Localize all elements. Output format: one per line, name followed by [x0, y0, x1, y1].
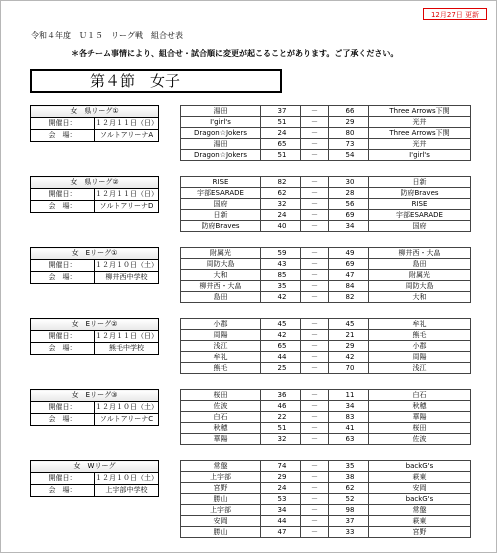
away-team: backG's — [369, 461, 471, 472]
score-dash: － — [301, 221, 329, 232]
away-score: 82 — [329, 292, 369, 303]
away-score: 80 — [329, 128, 369, 139]
away-score: 66 — [329, 106, 369, 117]
score-dash: － — [301, 483, 329, 494]
score-dash: － — [301, 341, 329, 352]
home-team: 秋穂 — [181, 423, 261, 434]
game-row — [181, 259, 471, 270]
game-row — [181, 494, 471, 505]
home-team: 桜田 — [181, 390, 261, 401]
home-score: 59 — [261, 248, 301, 259]
home-team: 上宇部 — [181, 505, 261, 516]
game-row — [181, 106, 471, 117]
home-score: 65 — [261, 139, 301, 150]
away-team: 小郡 — [369, 341, 471, 352]
venue-label: 会 場： — [31, 485, 95, 497]
home-team: 島田 — [181, 292, 261, 303]
away-score: 34 — [329, 401, 369, 412]
venue-label: 会 場： — [31, 343, 95, 355]
league-date: １２月１０日（土） — [95, 402, 159, 414]
score-dash: － — [301, 319, 329, 330]
game-row — [181, 319, 471, 330]
date-label: 開催日： — [31, 473, 95, 485]
away-score: 28 — [329, 188, 369, 199]
score-dash: － — [301, 199, 329, 210]
home-team: 華陽 — [181, 434, 261, 445]
home-score: 40 — [261, 221, 301, 232]
away-score: 69 — [329, 259, 369, 270]
game-row — [181, 527, 471, 538]
score-dash: － — [301, 139, 329, 150]
score-dash: － — [301, 472, 329, 483]
home-team: 浅江 — [181, 341, 261, 352]
league-venue: 上宇部中学校 — [95, 485, 159, 497]
away-team: 萩東 — [369, 516, 471, 527]
league-info — [30, 460, 159, 497]
league-name: 女 Wリーグ — [31, 461, 159, 473]
away-score: 70 — [329, 363, 369, 374]
away-team: backG's — [369, 494, 471, 505]
home-team: 勝山 — [181, 494, 261, 505]
away-team: Three Arrows下関 — [369, 106, 471, 117]
game-row — [181, 139, 471, 150]
date-label: 開催日： — [31, 260, 95, 272]
score-dash: － — [301, 390, 329, 401]
home-team: 周陽 — [181, 330, 261, 341]
home-score: 51 — [261, 117, 301, 128]
game-row — [181, 423, 471, 434]
home-team: Dragon☆Jokers — [181, 150, 261, 161]
home-team: 国府 — [181, 199, 261, 210]
away-score: 11 — [329, 390, 369, 401]
home-team: 宇部ESARADE — [181, 188, 261, 199]
game-table — [180, 247, 471, 303]
game-row — [181, 270, 471, 281]
score-dash: － — [301, 423, 329, 434]
score-dash: － — [301, 281, 329, 292]
game-row — [181, 516, 471, 527]
league-venue: 熊毛中学校 — [95, 343, 159, 355]
updated-badge: 12月27日 更新 — [423, 8, 487, 20]
home-team: 小郡 — [181, 319, 261, 330]
away-team: 秋穂 — [369, 401, 471, 412]
venue-label: 会 場： — [31, 201, 95, 213]
score-dash: － — [301, 412, 329, 423]
venue-label: 会 場： — [31, 414, 95, 426]
home-score: 34 — [261, 505, 301, 516]
game-row — [181, 412, 471, 423]
home-team: 白石 — [181, 412, 261, 423]
page-heading: 令和４年度 Ｕ１５ リーグ戦 組合せ表 — [31, 31, 183, 40]
notice-text: ＊各チーム事情により、組合せ・試合順に変更が起こることがあります。ご了承ください。 — [71, 49, 399, 58]
away-team: 島田 — [369, 259, 471, 270]
home-score: 42 — [261, 292, 301, 303]
away-team: 牟礼 — [369, 319, 471, 330]
away-team: RISE — [369, 199, 471, 210]
away-team: 光井 — [369, 117, 471, 128]
away-team: 常盤 — [369, 505, 471, 516]
score-dash: － — [301, 434, 329, 445]
away-score: 30 — [329, 177, 369, 188]
away-score: 38 — [329, 472, 369, 483]
home-team: 熊毛 — [181, 363, 261, 374]
league-name: 女 Eリーグ① — [31, 248, 159, 260]
score-dash: － — [301, 292, 329, 303]
score-dash: － — [301, 401, 329, 412]
league-info — [30, 389, 159, 426]
home-score: 62 — [261, 188, 301, 199]
home-score: 82 — [261, 177, 301, 188]
home-team: 大和 — [181, 270, 261, 281]
home-team: 湯田 — [181, 106, 261, 117]
home-team: RISE — [181, 177, 261, 188]
away-score: 56 — [329, 199, 369, 210]
away-team: 佐波 — [369, 434, 471, 445]
score-dash: － — [301, 210, 329, 221]
home-score: 32 — [261, 434, 301, 445]
away-team: 宇部ESARADE — [369, 210, 471, 221]
home-score: 51 — [261, 150, 301, 161]
away-score: 33 — [329, 527, 369, 538]
away-team: 白石 — [369, 390, 471, 401]
away-team: 日新 — [369, 177, 471, 188]
away-score: 45 — [329, 319, 369, 330]
home-team: 宮野 — [181, 483, 261, 494]
game-row — [181, 401, 471, 412]
away-score: 52 — [329, 494, 369, 505]
game-row — [181, 483, 471, 494]
league-name: 女 県リーグ② — [31, 177, 159, 189]
away-score: 37 — [329, 516, 369, 527]
venue-label: 会 場： — [31, 130, 95, 142]
game-row — [181, 461, 471, 472]
score-dash: － — [301, 363, 329, 374]
home-score: 65 — [261, 341, 301, 352]
score-dash: － — [301, 106, 329, 117]
league-date: １２月１１日（日） — [95, 189, 159, 201]
away-team: 光井 — [369, 139, 471, 150]
away-score: 98 — [329, 505, 369, 516]
away-score: 29 — [329, 341, 369, 352]
score-dash: － — [301, 117, 329, 128]
game-row — [181, 505, 471, 516]
game-table — [180, 176, 471, 232]
home-score: 44 — [261, 352, 301, 363]
away-score: 47 — [329, 270, 369, 281]
away-score: 54 — [329, 150, 369, 161]
league-name: 女 Eリーグ③ — [31, 390, 159, 402]
score-dash: － — [301, 259, 329, 270]
score-dash: － — [301, 352, 329, 363]
home-score: 24 — [261, 210, 301, 221]
game-table — [180, 318, 471, 374]
game-row — [181, 188, 471, 199]
score-dash: － — [301, 516, 329, 527]
game-row — [181, 472, 471, 483]
away-score: 73 — [329, 139, 369, 150]
game-row — [181, 363, 471, 374]
league-name: 女 県リーグ① — [31, 106, 159, 118]
home-team: I'girl's — [181, 117, 261, 128]
home-team: Dragon☆Jokers — [181, 128, 261, 139]
home-team: 湯田 — [181, 139, 261, 150]
home-score: 24 — [261, 128, 301, 139]
home-team: 防府Braves — [181, 221, 261, 232]
game-row — [181, 434, 471, 445]
home-team: 牟礼 — [181, 352, 261, 363]
score-dash: － — [301, 150, 329, 161]
home-score: 25 — [261, 363, 301, 374]
game-row — [181, 292, 471, 303]
score-dash: － — [301, 270, 329, 281]
game-row — [181, 199, 471, 210]
away-team: 柳井西・大畠 — [369, 248, 471, 259]
home-team: 佐波 — [181, 401, 261, 412]
away-team: 萩東 — [369, 472, 471, 483]
home-team: 勝山 — [181, 527, 261, 538]
away-team: 附属光 — [369, 270, 471, 281]
away-score: 63 — [329, 434, 369, 445]
away-team: 桜田 — [369, 423, 471, 434]
score-dash: － — [301, 177, 329, 188]
away-score: 29 — [329, 117, 369, 128]
home-team: 柳井西・大畠 — [181, 281, 261, 292]
away-score: 62 — [329, 483, 369, 494]
score-dash: － — [301, 494, 329, 505]
home-team: 周防大島 — [181, 259, 261, 270]
away-team: 安岡 — [369, 483, 471, 494]
date-label: 開催日： — [31, 189, 95, 201]
league-name: 女 Eリーグ② — [31, 319, 159, 331]
date-label: 開催日： — [31, 118, 95, 130]
home-score: 22 — [261, 412, 301, 423]
game-row — [181, 248, 471, 259]
date-label: 開催日： — [31, 402, 95, 414]
away-team: 宮野 — [369, 527, 471, 538]
home-score: 46 — [261, 401, 301, 412]
home-score: 36 — [261, 390, 301, 401]
away-team: Three Arrows下関 — [369, 128, 471, 139]
away-team: 熊毛 — [369, 330, 471, 341]
home-score: 47 — [261, 527, 301, 538]
date-label: 開催日： — [31, 331, 95, 343]
game-table — [180, 460, 471, 538]
home-score: 42 — [261, 330, 301, 341]
score-dash: － — [301, 128, 329, 139]
home-score: 44 — [261, 516, 301, 527]
score-dash: － — [301, 461, 329, 472]
away-team: 周陽 — [369, 352, 471, 363]
league-venue: ソルトアリーナC — [95, 414, 159, 426]
away-team: 大和 — [369, 292, 471, 303]
away-score: 41 — [329, 423, 369, 434]
away-team: 浅江 — [369, 363, 471, 374]
home-team: 附属光 — [181, 248, 261, 259]
away-score: 49 — [329, 248, 369, 259]
home-team: 常盤 — [181, 461, 261, 472]
game-row — [181, 177, 471, 188]
venue-label: 会 場： — [31, 272, 95, 284]
league-info — [30, 105, 159, 142]
game-row — [181, 341, 471, 352]
league-date: １２月１０日（土） — [95, 473, 159, 485]
score-dash: － — [301, 248, 329, 259]
league-date: １２月１１日（日） — [95, 118, 159, 130]
away-score: 84 — [329, 281, 369, 292]
score-dash: － — [301, 527, 329, 538]
away-team: 国府 — [369, 221, 471, 232]
section-title: 第４節 女子 — [30, 69, 282, 93]
game-row — [181, 128, 471, 139]
league-info — [30, 318, 159, 355]
game-row — [181, 352, 471, 363]
home-team: 上宇部 — [181, 472, 261, 483]
home-score: 45 — [261, 319, 301, 330]
game-table — [180, 105, 471, 161]
home-score: 51 — [261, 423, 301, 434]
away-team: I'girl's — [369, 150, 471, 161]
game-row — [181, 117, 471, 128]
away-score: 21 — [329, 330, 369, 341]
away-team: 防府Braves — [369, 188, 471, 199]
game-row — [181, 221, 471, 232]
score-dash: － — [301, 330, 329, 341]
away-score: 34 — [329, 221, 369, 232]
home-score: 37 — [261, 106, 301, 117]
home-score: 35 — [261, 281, 301, 292]
home-score: 29 — [261, 472, 301, 483]
home-score: 24 — [261, 483, 301, 494]
home-score: 53 — [261, 494, 301, 505]
league-date: １２月１１日（日） — [95, 331, 159, 343]
home-team: 安岡 — [181, 516, 261, 527]
league-info — [30, 247, 159, 284]
game-row — [181, 390, 471, 401]
home-team: 日新 — [181, 210, 261, 221]
league-date: １２月１０日（土） — [95, 260, 159, 272]
away-score: 35 — [329, 461, 369, 472]
score-dash: － — [301, 188, 329, 199]
league-venue: 柳井西中学校 — [95, 272, 159, 284]
league-venue: ソルトアリーナD — [95, 201, 159, 213]
game-row — [181, 150, 471, 161]
home-score: 43 — [261, 259, 301, 270]
away-team: 華陽 — [369, 412, 471, 423]
game-row — [181, 330, 471, 341]
home-score: 32 — [261, 199, 301, 210]
game-row — [181, 210, 471, 221]
league-info — [30, 176, 159, 213]
home-score: 74 — [261, 461, 301, 472]
away-team: 周防大島 — [369, 281, 471, 292]
game-table — [180, 389, 471, 445]
game-row — [181, 281, 471, 292]
home-score: 85 — [261, 270, 301, 281]
away-score: 69 — [329, 210, 369, 221]
score-dash: － — [301, 505, 329, 516]
away-score: 42 — [329, 352, 369, 363]
league-venue: ソルトアリーナA — [95, 130, 159, 142]
away-score: 83 — [329, 412, 369, 423]
